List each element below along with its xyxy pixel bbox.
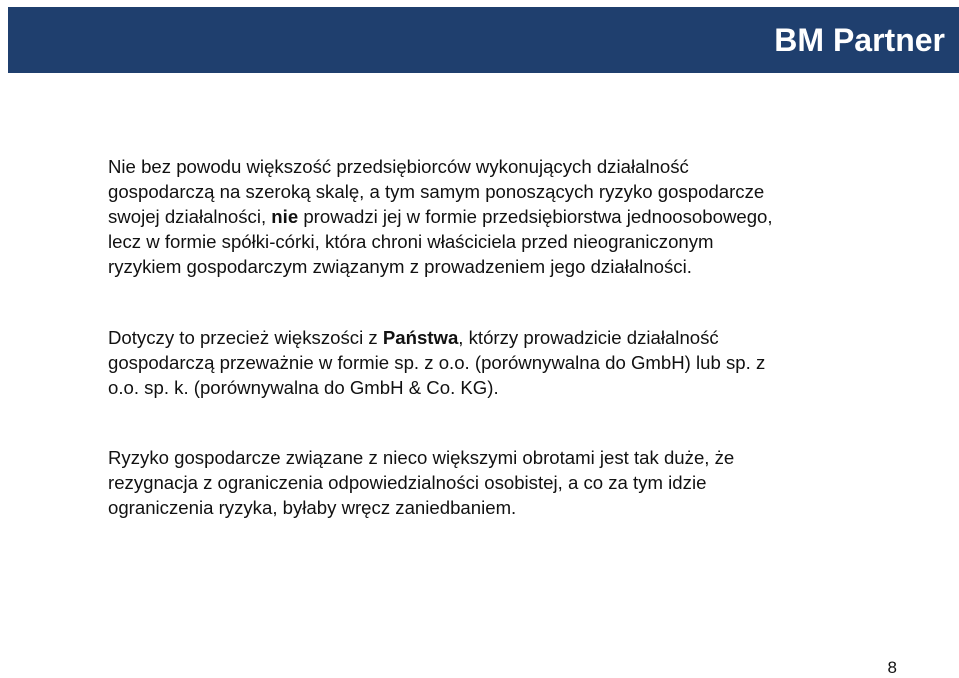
paragraph-1 [108, 154, 848, 279]
text-run: gospodarczą na szeroką skalę, a tym samym ponoszących ryzyko gospodarcze [108, 181, 765, 202]
text-run: prowadzi jej w formie przedsiębiorstwa jednoosobowego, [298, 206, 773, 227]
paragraph-line [108, 495, 848, 520]
paragraph-line [108, 350, 848, 375]
paragraph-line [108, 445, 848, 470]
brand-title: BM Partner [774, 22, 945, 58]
page-number: 8 [887, 658, 897, 677]
text-run: ograniczenia ryzyka, byłaby wręcz zaniedbaniem. [108, 497, 517, 518]
text-run: lecz w formie spółki-córki, która chroni właściciela przed nieograniczonym [108, 231, 714, 252]
paragraph-line [108, 325, 848, 350]
slide-content [108, 154, 848, 520]
paragraph-line [108, 229, 848, 254]
emphasis-nie: nie [271, 206, 299, 227]
text-run: ryzykiem gospodarczym związanym z prowadzeniem jego działalności. [108, 256, 692, 277]
text-run: gospodarczą przeważnie w formie sp. z o.o. (porównywalna do GmbH) lub sp. z [108, 352, 766, 373]
emphasis-panstwa: Państwa [382, 327, 459, 348]
text-run: swojej działalności, [108, 206, 272, 227]
paragraph-line [108, 179, 848, 204]
paragraph-line [108, 254, 848, 279]
text-run: Nie bez powodu większość przedsiębiorców wykonujących działalność [108, 156, 689, 177]
paragraph-3 [108, 445, 848, 520]
paragraph-line [108, 204, 848, 229]
paragraph-2 [108, 325, 848, 400]
header-bar [8, 7, 959, 73]
text-run: Dotyczy to przecież większości z [108, 327, 383, 348]
paragraph-line [108, 470, 848, 495]
text-run: Ryzyko gospodarcze związane z nieco większymi obrotami jest tak duże, że [108, 447, 735, 468]
text-run: o.o. sp. k. (porównywalna do GmbH & Co. KG). [108, 377, 499, 398]
paragraph-line [108, 154, 848, 179]
paragraph-line [108, 375, 848, 400]
text-run: rezygnacja z ograniczenia odpowiedzialności osobistej, a co za tym idzie [108, 472, 707, 493]
text-run: , którzy prowadzicie działalność [458, 327, 719, 348]
